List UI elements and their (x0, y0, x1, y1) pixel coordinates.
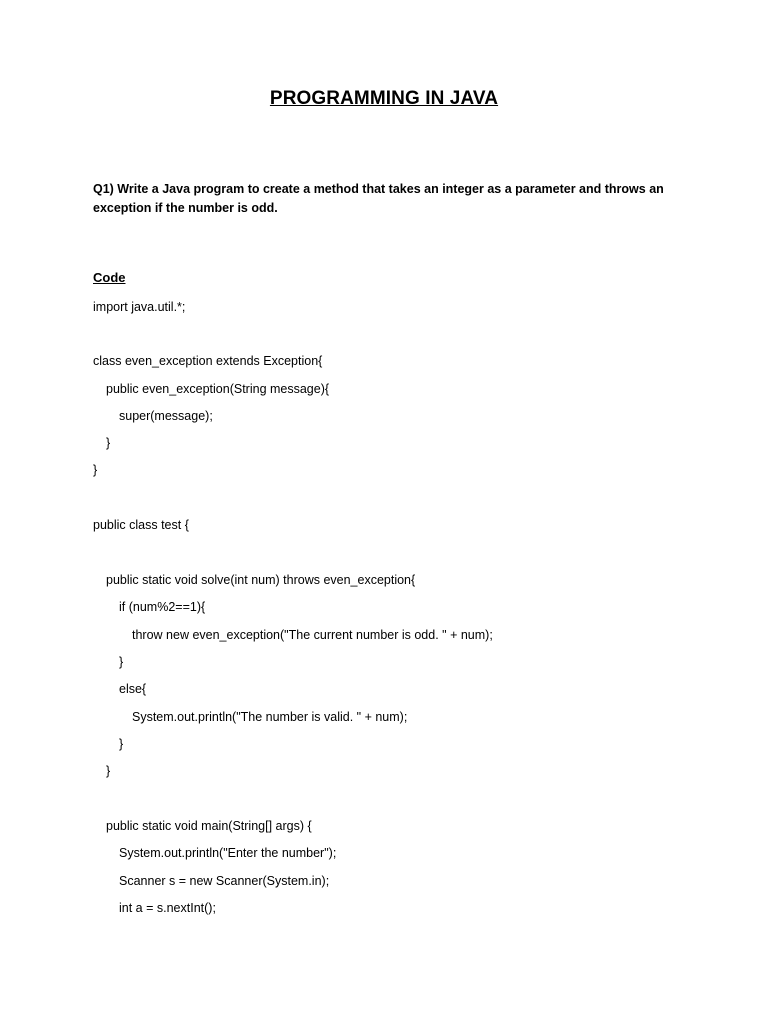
code-line: int a = s.nextInt(); (119, 901, 216, 915)
code-line: super(message); (119, 409, 213, 423)
code-line: import java.util.*; (93, 300, 186, 314)
code-line: } (119, 737, 124, 751)
code-line: public class test { (93, 518, 189, 532)
code-line: } (119, 655, 124, 669)
code-line: else{ (119, 682, 147, 696)
code-line: System.out.println("The number is valid. " + num); (132, 710, 408, 724)
code-line: public static void main(String[] args) { (106, 819, 312, 833)
code-line: public even_exception(String message){ (106, 382, 330, 396)
code-heading: Code (93, 270, 126, 285)
code-line: throw new even_exception("The current number is odd. " + num); (132, 628, 493, 642)
question-text: Q1) Write a Java program to create a method that takes an integer as a parameter and throws an exception if the number is odd. (93, 182, 664, 215)
code-line: class even_exception extends Exception{ (93, 354, 323, 368)
code-line: } (106, 764, 111, 778)
code-line: } (106, 436, 111, 450)
page-title: PROGRAMMING IN JAVA (269, 88, 499, 109)
code-line: public static void solve(int num) throws even_exception{ (106, 573, 416, 587)
code-line: System.out.println("Enter the number"); (119, 846, 337, 860)
code-line: if (num%2==1){ (119, 600, 206, 614)
code-line: } (93, 463, 98, 477)
code-line: Scanner s = new Scanner(System.in); (119, 874, 330, 888)
